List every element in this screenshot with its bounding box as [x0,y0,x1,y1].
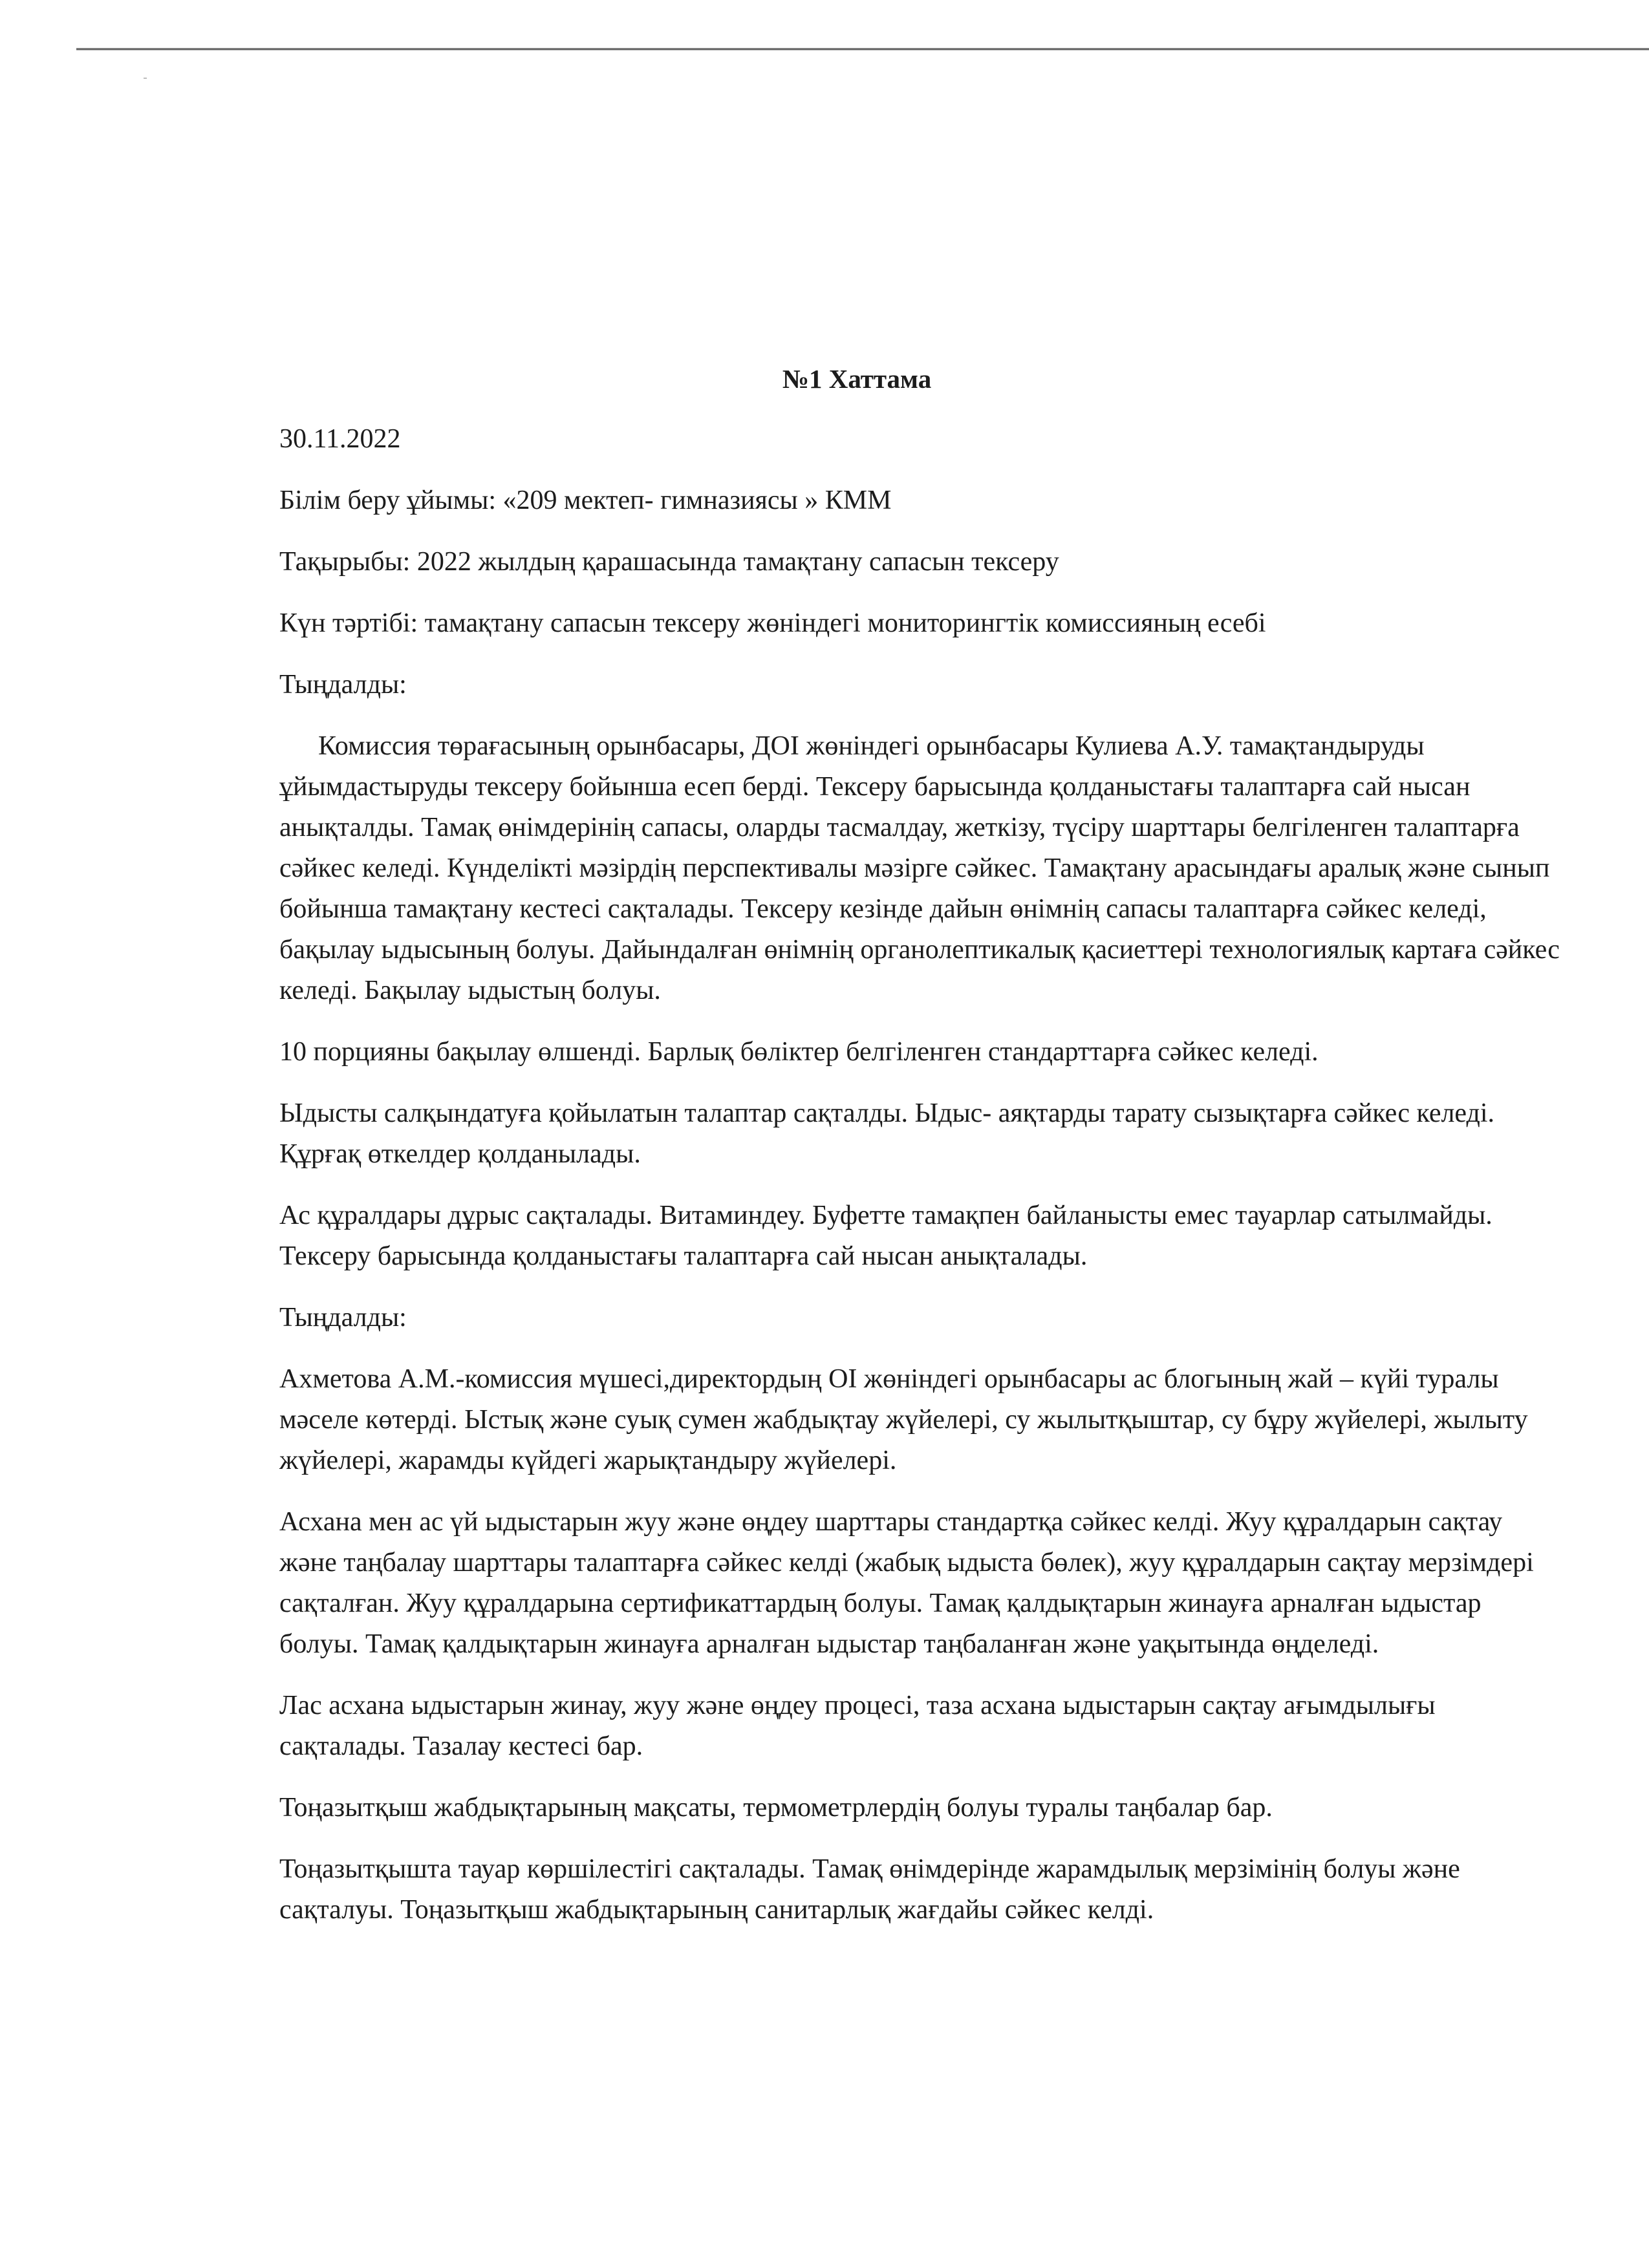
heard-heading-1: Тыңдалды: [279,670,407,700]
report-paragraph-2: 10 порцияны бақылау өлшенді. Барлық бөліктер белгіленген стандарттарға сәйкес келеді. [279,1037,1319,1067]
document-title: №1 Хаттама [782,364,932,394]
report-paragraph-1: Комиссия төрағасының орынбасары, ДОІ жөніндегі орынбасары Кулиева А.У. тамақтандыруды ұйымдастыруды тексеру бойынша есеп берді. Тексеру барысында қолданыстағы талаптарға сай нысан анықталды. Тамақ өнімдерінің сапасы, оларды тасмалдау, жеткізу, түсіру шарттары белгіленген талаптарға сәйкес келеді. Күнделікті мәзірдің перспективалы мәзірге сәйкес. Тамақтану арасындағы аралық және сынып бойынша тамақтану кестесі сақталады. Тексеру кезінде дайын өнімнің сапасы талаптарға сәйкес келеді, бақылау ыдысының болуы. Дайындалған өнімнің органолептикалық қасиеттері технологиялық картаға сәйкес келеді. Бақылау ыдыстың болуы. [279,731,1560,1005]
organization-line: Білім беру ұйымы: «209 мектеп- гимназиясы » КММ [279,486,892,515]
report-paragraph-9: Тоңазытқышта тауар көршілестігі сақталады. Тамақ өнімдерінде жарамдылық мерзімінің болуы және сақталуы. Тоңазытқыш жабдықтарының санитарлық жағдайы сәйкес келді. [279,1854,1460,1925]
report-paragraph-7: Лас асхана ыдыстарын жинау, жуу және өңдеу процесі, таза асхана ыдыстарын сақтау ағымдылығы сақталады. Тазалау кестесі бар. [279,1691,1436,1761]
report-paragraph-5: Ахметова А.М.-комиссия мүшесі,директордың ОІ жөніндегі орынбасары ас блогының жай – күйі туралы мәселе көтерді. Ыстық және суық сумен жабдықтау жүйелері, су жылытқыштар, су бұру жүйелері, жылыту жүйелері, жарамды күйдегі жарықтандыру жүйелері. [279,1364,1528,1475]
heard-heading-2: Тыңдалды: [279,1303,407,1332]
document-date: 30.11.2022 [279,424,401,454]
report-paragraph-4: Ас құралдары дұрыс сақталады. Витаминдеу. Буфетте тамақпен байланысты емес тауарлар сатылмайды. Тексеру барысында қолданыстағы талаптарға сай нысан анықталады. [279,1201,1493,1271]
report-paragraph-8: Тоңазытқыш жабдықтарының мақсаты, термометрлердің болуы туралы таңбалар бар. [279,1793,1273,1823]
scan-top-edge-line [76,48,1649,50]
topic-line: Тақырыбы: 2022 жылдың қарашасында тамақтану сапасын тексеру [279,547,1059,577]
document-body [279,419,1560,1951]
report-paragraph-3: Ыдысты салқындатуға қойылатын талаптар сақталды. Ыдыс- аяқтарды тарату сызықтарға сәйкес келеді. Құрғақ өткелдер қолданылады. [279,1098,1495,1169]
agenda-line: Күн тәртібі: тамақтану сапасын тексеру жөніндегі мониторингтік комиссияның есебі [279,608,1266,638]
scan-speck [144,78,147,79]
report-paragraph-6: Асхана мен ас үй ыдыстарын жуу және өңдеу шарттары стандартқа сәйкес келді. Жуу құралдарын сақтау және таңбалау шарттары талаптарға сәйкес келді (жабық ыдыста бөлек), жуу құралдарын сақтау мерзімдері сақталған. Жуу құралдарына сертификаттардың болуы. Тамақ қалдықтарын жинауға арналған ыдыстар болуы. Тамақ қалдықтарын жинауға арналған ыдыстар таңбаланған және уақытында өңделеді. [279,1507,1534,1659]
